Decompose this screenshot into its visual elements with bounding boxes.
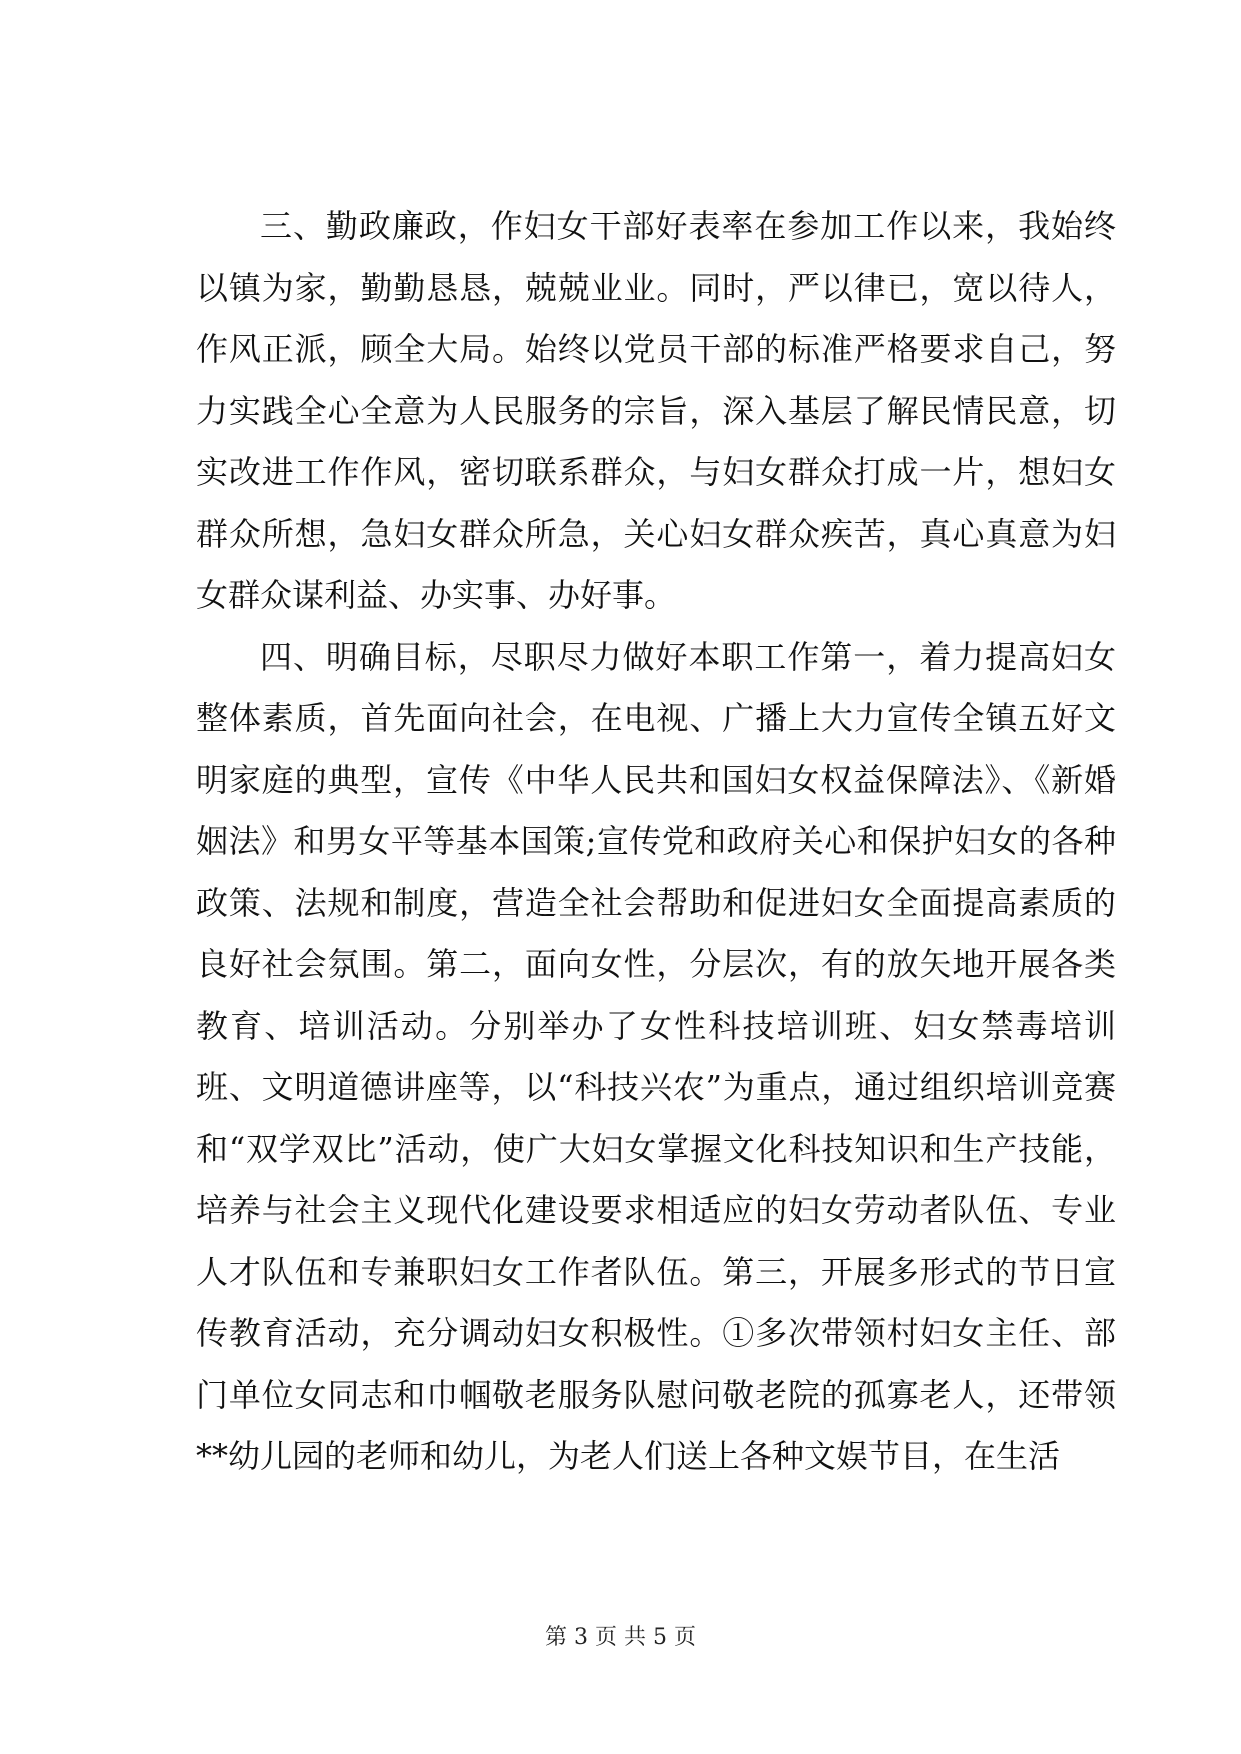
page-number-footer: 第 3 页 共 5 页 [545, 1625, 696, 1650]
paragraph-diligence: 三、勤政廉政，作妇女干部好表率在参加工作以来，我始终以镇为家，勤勤恳恳，兢兢业业。同时，严以律已，宽以待人，作风正派，顾全大局。始终以党员干部的标准严格要求自己，努力实践全心全意为人民服务的宗旨，深入基层了解民情民意，切实改进工作作风，密切联系群众，与妇女群众打成一片，想妇女群众所想，急妇女群众所急，关心妇女群众疾苦，真心真意为妇女群众谋利益、办实事、办好事。 [196, 207, 1116, 614]
paragraph-goals: 四、明确目标，尽职尽力做好本职工作第一，着力提高妇女整体素质，首先面向社会，在电视、广播上大力宣传全镇五好文明家庭的典型，宣传《中华人民共和国妇女权益保障法》、《新婚姻法》和男女平等基本国策;宣传党和政府关心和保护妇女的各种政策、法规和制度，营造全社会帮助和促进妇女全面提高素质的良好社会氛围。第二，面向女性，分层次，有的放矢地开展各类教育、培训活动。分别举办了女性科技培训班、妇女禁毒培训班、文明道德讲座等，以“科技兴农”为重点，通过组织培训竞赛和“双学双比”活动，使广大妇女掌握文化科技知识和生产技能，培养与社会主义现代化建设要求相适应的妇女劳动者队伍、专业人才队伍和专兼职妇女工作者队伍。第三，开展多形式的节日宣传教育活动，充分调动妇女积极性。①多次带领村妇女主任、部门单位女同志和巾帼敬老服务队慰问敬老院的孤寡老人，还带领**幼儿园的老师和幼儿，为老人们送上各种文娱节目，在生活 [196, 637, 1116, 1475]
document-body [196, 196, 1116, 1488]
